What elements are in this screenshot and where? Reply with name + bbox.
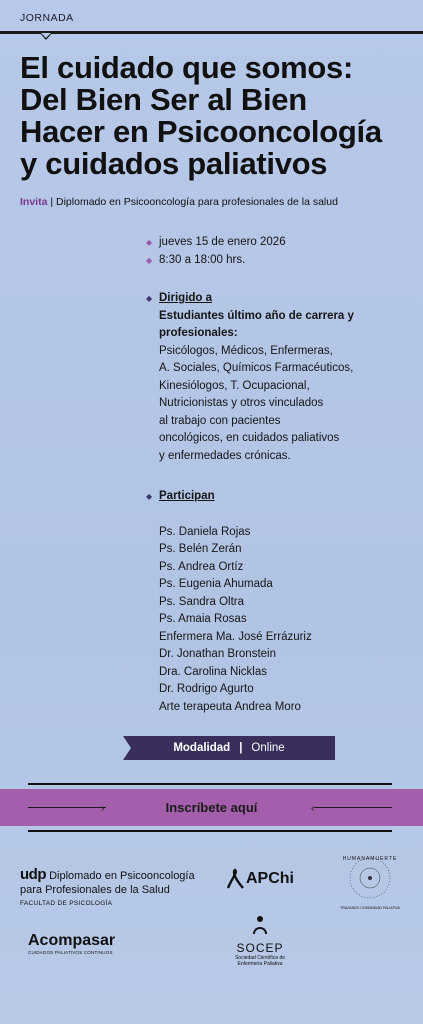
participant: Ps. Andrea Ortíz: [159, 560, 244, 573]
event-title: [20, 52, 410, 180]
humanamuerte-text: HUMANAMUERTE: [342, 856, 398, 862]
participan-block: [146, 488, 416, 716]
invita-line: [20, 196, 338, 208]
dirigido-line: Nutricionistas y otros vinculados: [159, 397, 324, 409]
dirigido-lead: profesionales:: [159, 327, 238, 339]
humanamuerte-logo: [330, 848, 410, 918]
udp-logo: [20, 868, 195, 911]
top-divider: [0, 31, 423, 34]
socep-tag2: Enfermería Paliativa: [237, 961, 283, 967]
udp-mark: udp: [20, 866, 46, 883]
participant: Ps. Sandra Oltra: [159, 595, 245, 608]
title-line: Hacer en Psicooncología: [20, 114, 382, 149]
modalidad-separator: |: [239, 742, 243, 754]
invita-label: Invita: [20, 196, 48, 208]
participant: Ps. Amaia Rosas: [159, 613, 247, 625]
dirigido-line: Psicólogos, Médicos, Enfermeras,: [159, 344, 333, 357]
udp-faculty: FACULTAD DE PSICOLOGÍA: [20, 900, 113, 907]
dirigido-line: A. Sociales, Químicos Farmacéuticos,: [159, 362, 354, 374]
participant: Dr. Rodrigo Agurto: [159, 683, 254, 695]
arrow-left-icon: [314, 807, 392, 808]
modalidad-notch: [123, 736, 131, 760]
apchi-ribbon-icon: [224, 868, 246, 890]
arrow-right-head-icon: ›: [101, 803, 105, 814]
title-line: Del Bien Ser al Bien: [20, 82, 307, 117]
dirigido-lead: Estudiantes último año de carrera y: [159, 309, 354, 322]
acompasar-logo: [28, 932, 115, 955]
dirigido-line: Kinesiólogos, T. Ocupacional,: [159, 379, 310, 392]
dirigido-line: y enfermedades crónicas.: [159, 449, 291, 462]
dirigido-heading: [146, 290, 416, 308]
register-button-label[interactable]: Inscríbete aquí: [165, 800, 258, 815]
socep-figure-icon: [249, 914, 271, 936]
participant: Arte terapeuta Andrea Moro: [159, 700, 301, 713]
register-button[interactable]: [0, 789, 423, 826]
apchi-text: APChi: [246, 870, 294, 888]
schedule-block: [146, 234, 416, 269]
acompasar-tag: CUIDADOS PALIATIVOS CONTINUOS: [28, 950, 113, 955]
acompasar-text: Acompasar: [28, 932, 116, 949]
dirigido-line: oncológicos, en cuidados paliativos: [159, 432, 340, 444]
title-line: El cuidado que somos:: [20, 50, 354, 85]
participant: Ps. Eugenia Ahumada: [159, 578, 273, 590]
socep-text: SOCEP: [236, 941, 284, 955]
dirigido-heading-text: Dirigido a: [159, 292, 213, 304]
invita-separator: |: [50, 196, 54, 208]
participan-heading-text: Participan: [159, 490, 215, 502]
participant: Dr. Jonathan Bronstein: [159, 648, 276, 660]
apchi-logo: [224, 868, 294, 890]
modalidad-value: Online: [251, 742, 285, 754]
event-date: ◆ jueves 15 de enero 2026: [146, 234, 416, 252]
participan-heading: [146, 488, 416, 506]
socep-tag1: Sociedad Científica de: [234, 955, 286, 961]
eyebrow-label: JORNADA: [20, 12, 74, 24]
socep-logo: [230, 914, 290, 967]
participant: Dra. Carolina Nicklas: [159, 665, 268, 678]
modalidad-badge: [123, 736, 335, 760]
participant: Ps. Daniela Rojas: [159, 525, 251, 538]
event-time: ◆ 8:30 a 18:00 hrs.: [146, 252, 416, 270]
cta-top-rule: [28, 783, 392, 785]
invita-organizer: Diplomado en Psicooncología para profesionales de la salud: [56, 196, 338, 208]
udp-line2: para Profesionales de la Salud: [20, 884, 170, 896]
dirigido-block: [146, 290, 416, 465]
modalidad-label: Modalidad: [173, 742, 231, 754]
divider-notch-inner: [41, 33, 51, 38]
arrow-left-head-icon: ‹: [311, 803, 315, 814]
dirigido-line: al trabajo con pacientes: [159, 414, 281, 427]
cta-bottom-rule: [28, 830, 392, 832]
title-line: y cuidados paliativos: [20, 146, 328, 181]
humanamuerte-tag: TRAZANDO COMUNIDAD PALIATIVA: [340, 906, 400, 910]
participant: Ps. Belén Zerán: [159, 543, 242, 555]
participant: Enfermera Ma. José Errázuriz: [159, 630, 312, 643]
udp-line1: Diplomado en Psicooncología: [49, 870, 195, 882]
